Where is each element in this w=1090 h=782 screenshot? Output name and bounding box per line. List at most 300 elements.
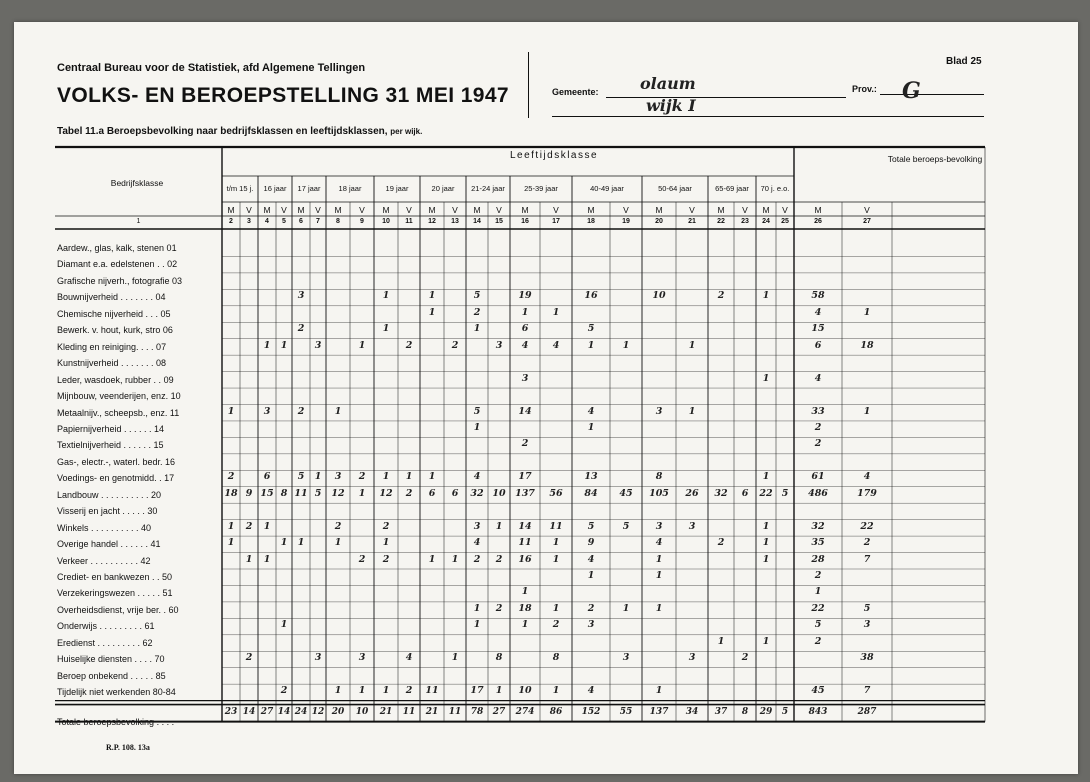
sex-header: V (864, 205, 870, 215)
sex-header: M (521, 205, 529, 215)
cell-value: 2 (245, 652, 253, 664)
cell-value: 1 (405, 471, 413, 483)
cell-value: 22 (759, 487, 773, 499)
cell-value: 1 (655, 553, 663, 565)
cell-value: 1 (451, 553, 459, 565)
column-number: 12 (428, 218, 436, 225)
cell-value: 1 (358, 339, 366, 351)
cell-value: 1 (473, 619, 481, 631)
row-label: Diamant e.a. edelstenen . . 02 (57, 259, 178, 270)
cell-value: 5 (622, 520, 630, 532)
column-number: 16 (521, 218, 529, 225)
cell-value: 1 (552, 553, 560, 565)
cell-value: 6 (428, 487, 436, 499)
cell-value: 1 (358, 487, 366, 499)
row-label: Onderwijs . . . . . . . . . 61 (57, 621, 155, 632)
cell-value: 1 (334, 537, 342, 549)
row-label: Kleding en reiniging. . . . 07 (57, 341, 167, 352)
sex-header: V (553, 205, 559, 215)
cell-value: 1 (495, 685, 503, 697)
row-label: Huiselijke diensten . . . . 70 (57, 654, 165, 665)
cell-value: 11 (294, 487, 308, 499)
cell-value: 1 (227, 520, 235, 532)
cell-value: 1 (521, 619, 529, 631)
cell-value: 1 (717, 635, 725, 647)
age-group-header: 65-69 jaar (715, 184, 749, 193)
cell-value: 7 (863, 553, 871, 565)
cell-value: 7 (863, 685, 871, 697)
column-number: 22 (717, 218, 725, 225)
total-value: 34 (685, 706, 699, 717)
total-value: 14 (277, 706, 291, 717)
cell-value: 1 (762, 290, 770, 302)
cell-value: 1 (382, 290, 390, 302)
sex-header: V (246, 205, 252, 215)
cell-value: 10 (492, 487, 506, 499)
cell-value: 13 (584, 471, 598, 483)
column-number: 1 (136, 218, 141, 225)
sex-header: M (263, 205, 271, 215)
column-number: 10 (382, 218, 390, 225)
table-title-suffix: per wijk. (390, 127, 423, 136)
cell-value: 26 (685, 487, 699, 499)
cell-value: 2 (717, 537, 725, 549)
column-number: 25 (781, 218, 789, 225)
cell-value: 1 (473, 421, 481, 433)
cell-value: 4 (552, 339, 560, 351)
gemeente-value: olaum (640, 74, 696, 93)
row-label: Overheidsdienst, vrije ber. . 60 (57, 604, 179, 615)
cell-value: 1 (227, 405, 235, 417)
cell-value: 9 (587, 537, 595, 549)
cell-value: 3 (863, 619, 871, 631)
row-label: Beroep onbekend . . . . . 85 (57, 670, 166, 681)
cell-value: 2 (405, 339, 413, 351)
bedrijfsklasse-header: Bedrijfsklasse (110, 178, 164, 188)
cell-value: 2 (297, 405, 305, 417)
total-value: 11 (402, 706, 416, 717)
cell-value: 2 (717, 290, 725, 302)
cell-value: 2 (741, 652, 749, 664)
age-group-header: 20 jaar (431, 184, 455, 193)
row-label: Eredienst . . . . . . . . . 62 (57, 637, 153, 648)
total-value: 23 (224, 706, 238, 717)
column-number: 26 (814, 218, 822, 225)
cell-value: 28 (811, 553, 825, 565)
column-number: 5 (282, 218, 286, 225)
total-value: 11 (448, 706, 462, 717)
sex-header: M (587, 205, 595, 215)
cell-value: 1 (428, 471, 436, 483)
column-number: 2 (229, 218, 233, 225)
age-group-header: 50-64 jaar (658, 184, 692, 193)
totale-header: Totale beroeps-bevolking (887, 154, 983, 164)
age-group-header: 18 jaar (338, 184, 362, 193)
cell-value: 105 (649, 487, 669, 499)
cell-value: 2 (451, 339, 459, 351)
cell-value: 11 (518, 537, 532, 549)
total-value: 27 (260, 706, 274, 717)
cell-value: 2 (552, 619, 560, 631)
cell-value: 5 (587, 520, 595, 532)
cell-value: 2 (358, 553, 366, 565)
sex-header: M (334, 205, 342, 215)
cell-value: 1 (280, 537, 288, 549)
cell-value: 3 (688, 652, 696, 664)
cell-value: 2 (358, 471, 366, 483)
total-value: 86 (549, 706, 563, 717)
cell-value: 3 (297, 290, 305, 302)
totals-label: Totale beroepsbevolking . . . . (57, 717, 175, 727)
age-group-header: 21-24 jaar (471, 184, 505, 193)
column-number: 18 (587, 218, 595, 225)
sex-header: V (496, 205, 502, 215)
cell-value: 5 (297, 471, 305, 483)
total-value: 37 (714, 706, 728, 717)
total-value: 21 (379, 706, 393, 717)
cell-value: 8 (495, 652, 503, 664)
form-code: R.P. 108. 13a (106, 743, 150, 752)
cell-value: 1 (451, 652, 459, 664)
cell-value: 1 (473, 602, 481, 614)
cell-value: 1 (762, 372, 770, 384)
cell-value: 1 (297, 537, 305, 549)
cell-value: 33 (811, 405, 825, 417)
prov-label: Prov.: (852, 84, 877, 94)
row-label: Voedings- en genotmidd. . 17 (57, 473, 175, 484)
row-label: Bouwnijverheid . . . . . . . 04 (57, 292, 166, 303)
sex-header: V (782, 205, 788, 215)
cell-value: 61 (811, 471, 825, 483)
sex-header: V (315, 205, 321, 215)
cell-value: 4 (863, 471, 871, 483)
cell-value: 1 (314, 471, 322, 483)
age-group-header: 19 jaar (385, 184, 409, 193)
cell-value: 1 (655, 570, 663, 581)
cell-value: 4 (814, 306, 822, 318)
cell-value: 1 (280, 619, 288, 631)
cell-value: 1 (762, 537, 770, 549)
cell-value: 1 (587, 339, 595, 351)
total-value: 12 (311, 706, 325, 717)
cell-value: 2 (382, 553, 390, 565)
cell-value: 84 (584, 487, 598, 499)
cell-value: 1 (334, 685, 342, 697)
age-group-header: t/m 15 j. (226, 184, 254, 193)
cell-value: 2 (227, 471, 235, 483)
cell-value: 19 (518, 290, 532, 302)
cell-value: 2 (814, 635, 822, 647)
cell-value: 10 (652, 290, 666, 302)
sex-header: M (717, 205, 725, 215)
cell-value: 3 (688, 520, 696, 532)
cell-value: 18 (224, 487, 238, 499)
cell-value: 4 (405, 652, 413, 664)
cell-value: 1 (863, 405, 871, 417)
total-value: 24 (294, 706, 308, 717)
sex-header: V (359, 205, 365, 215)
column-number: 21 (688, 218, 696, 225)
cell-value: 16 (584, 290, 598, 302)
row-label: Gas-, electr.-, waterl. bedr. 16 (57, 456, 176, 467)
cell-value: 14 (518, 405, 532, 417)
row-label: Grafische nijverh., fotografie 03 (57, 275, 183, 286)
cell-value: 1 (358, 685, 366, 697)
cell-value: 45 (619, 487, 633, 499)
total-value: 274 (515, 706, 535, 717)
cell-value: 1 (521, 586, 529, 598)
total-value: 21 (425, 706, 439, 717)
sex-header: M (382, 205, 390, 215)
cell-value: 2 (280, 685, 288, 697)
sex-header: M (655, 205, 663, 215)
cell-value: 1 (762, 553, 770, 565)
row-label: Aardew., glas, kalk, stenen 01 (57, 243, 177, 253)
cell-value: 2 (495, 602, 503, 614)
sex-header: M (473, 205, 481, 215)
cell-value: 45 (811, 685, 825, 697)
cell-value: 4 (473, 471, 481, 483)
row-label: Landbouw . . . . . . . . . . 20 (57, 489, 162, 500)
row-label: Textielnijverheid . . . . . . 15 (57, 440, 164, 451)
column-number: 8 (336, 218, 340, 225)
column-number: 20 (655, 218, 663, 225)
row-label: Verzekeringswezen . . . . . 51 (57, 588, 173, 599)
cell-value: 2 (587, 602, 595, 614)
cell-value: 6 (263, 471, 271, 483)
cell-value: 38 (860, 652, 874, 664)
cell-value: 3 (263, 405, 271, 417)
form-title: VOLKS- EN BEROEPSTELLING 31 MEI 1947 (57, 84, 510, 107)
cell-value: 3 (521, 372, 529, 384)
cell-value: 5 (814, 619, 822, 631)
column-number: 9 (360, 218, 364, 225)
cell-value: 3 (358, 652, 366, 664)
cell-value: 56 (549, 487, 563, 499)
cell-value: 3 (495, 339, 503, 351)
row-label: Crediet- en bankwezen . . 50 (57, 572, 173, 582)
row-label: Winkels . . . . . . . . . . 40 (57, 522, 152, 533)
row-label: Overige handel . . . . . . 41 (57, 539, 161, 550)
sex-header: M (227, 205, 235, 215)
cell-value: 17 (518, 471, 532, 483)
cell-value: 32 (714, 487, 728, 499)
cell-value: 1 (863, 306, 871, 318)
cell-value: 1 (622, 339, 630, 351)
cell-value: 2 (473, 553, 481, 565)
cell-value: 1 (428, 553, 436, 565)
cell-value: 1 (227, 537, 235, 549)
sex-header: V (623, 205, 629, 215)
cell-value: 4 (814, 372, 822, 384)
cell-value: 1 (762, 520, 770, 532)
column-number: 6 (299, 218, 303, 225)
cell-value: 1 (280, 339, 288, 351)
cell-value: 2 (405, 685, 413, 697)
cell-value: 1 (622, 602, 630, 614)
cell-value: 2 (405, 487, 413, 499)
cell-value: 2 (245, 520, 253, 532)
total-value: 55 (619, 706, 633, 717)
cell-value: 6 (741, 487, 749, 499)
cell-value: 16 (518, 553, 532, 565)
cell-value: 32 (470, 487, 484, 499)
age-group-header: 25-39 jaar (524, 184, 558, 193)
cell-value: 486 (808, 487, 828, 499)
sex-header: V (689, 205, 695, 215)
cell-value: 6 (521, 323, 529, 335)
row-label: Mijnbouw, veenderijen, enz. 10 (57, 391, 181, 402)
cell-value: 12 (379, 487, 393, 499)
cell-value: 12 (331, 487, 345, 499)
prov-value: G (902, 78, 921, 104)
cell-value: 5 (781, 487, 789, 499)
age-group-header: 70 j. e.o. (760, 184, 790, 193)
cell-value: 15 (811, 323, 825, 335)
cell-value: 1 (552, 306, 560, 318)
table-title-text: Tabel 11.a Beroepsbevolking naar bedrijfsklassen en leeftijdsklassen, (57, 126, 388, 137)
bureau-name: Centraal Bureau voor de Statistiek, afd Algemene Tellingen (57, 62, 366, 74)
cell-value: 35 (811, 537, 825, 549)
cell-value: 1 (382, 537, 390, 549)
cell-value: 3 (655, 520, 663, 532)
column-number: 13 (451, 218, 459, 225)
cell-value: 4 (587, 553, 595, 565)
sex-header: M (762, 205, 770, 215)
cell-value: 1 (814, 586, 822, 598)
cell-value: 8 (655, 471, 663, 483)
total-value: 287 (857, 706, 877, 717)
cell-value: 137 (515, 487, 535, 499)
column-number: 4 (265, 218, 269, 225)
cell-value: 58 (811, 290, 825, 302)
cell-value: 1 (263, 520, 271, 532)
column-number: 15 (495, 218, 503, 225)
row-label: Papiernijverheid . . . . . . 14 (57, 423, 165, 434)
cell-value: 4 (521, 339, 529, 351)
row-label: Metaalnijv., scheepsb., enz. 11 (57, 407, 180, 418)
cell-value: 1 (762, 471, 770, 483)
cell-value: 5 (587, 323, 595, 335)
total-value: 10 (355, 706, 369, 717)
row-label: Verkeer . . . . . . . . . . 42 (57, 555, 151, 566)
row-label: Tijdelijk niet werkenden 80-84 (57, 687, 176, 698)
total-value: 27 (492, 706, 506, 717)
cell-value: 3 (334, 471, 342, 483)
column-number: 23 (741, 218, 749, 225)
row-label: Chemische nijverheid . . . 05 (57, 308, 171, 319)
cell-value: 11 (549, 520, 563, 532)
gemeente-label: Gemeente: (552, 87, 599, 97)
cell-value: 10 (518, 685, 532, 697)
cell-value: 5 (863, 602, 871, 614)
leeftijdsklasse-header: Leeftijdsklasse (509, 150, 599, 161)
cell-value: 2 (334, 520, 342, 532)
cell-value: 2 (297, 323, 305, 335)
total-value: 14 (242, 706, 256, 717)
cell-value: 17 (470, 685, 484, 697)
sex-header: M (297, 205, 305, 215)
cell-value: 14 (518, 520, 532, 532)
sex-header: V (406, 205, 412, 215)
cell-value: 1 (552, 537, 560, 549)
cell-value: 5 (473, 290, 481, 302)
cell-value: 1 (382, 685, 390, 697)
cell-value: 5 (473, 405, 481, 417)
total-value: 843 (808, 706, 828, 717)
cell-value: 1 (473, 323, 481, 335)
cell-value: 3 (655, 405, 663, 417)
cell-value: 2 (814, 421, 822, 433)
cell-value: 22 (811, 602, 825, 614)
cell-value: 1 (495, 520, 503, 532)
row-label: Leder, wasdoek, rubber . . 09 (57, 374, 174, 385)
sheet-number: Blad 25 (946, 56, 982, 67)
cell-value: 3 (314, 652, 322, 664)
cell-value: 22 (860, 520, 874, 532)
cell-value: 4 (587, 685, 595, 697)
cell-value: 4 (655, 537, 663, 549)
cell-value: 1 (428, 306, 436, 318)
cell-value: 1 (655, 685, 663, 697)
cell-value: 2 (382, 520, 390, 532)
total-value: 29 (759, 706, 773, 717)
total-value: 137 (649, 706, 669, 717)
cell-value: 1 (245, 553, 253, 565)
sex-header: V (452, 205, 458, 215)
cell-value: 1 (382, 323, 390, 335)
cell-value: 9 (245, 487, 253, 499)
cell-value: 1 (428, 290, 436, 302)
cell-value: 3 (314, 339, 322, 351)
column-number: 27 (863, 218, 871, 225)
cell-value: 32 (811, 520, 825, 532)
cell-value: 2 (814, 438, 822, 450)
cell-value: 4 (473, 537, 481, 549)
row-label: Visserij en jacht . . . . . 30 (57, 506, 158, 517)
cell-value: 8 (552, 652, 560, 664)
age-group-header: 16 jaar (263, 184, 287, 193)
cell-value: 4 (587, 405, 595, 417)
cell-value: 3 (622, 652, 630, 664)
sex-header: M (428, 205, 436, 215)
cell-value: 2 (521, 438, 529, 450)
cell-value: 1 (552, 602, 560, 614)
cell-value: 1 (263, 553, 271, 565)
cell-value: 8 (280, 487, 288, 499)
column-number: 19 (622, 218, 630, 225)
cell-value: 2 (814, 570, 822, 581)
cell-value: 179 (857, 487, 877, 499)
cell-value: 3 (587, 619, 595, 631)
column-number: 17 (552, 218, 560, 225)
sex-header: V (281, 205, 287, 215)
cell-value: 2 (473, 306, 481, 318)
total-value: 78 (470, 706, 484, 717)
cell-value: 1 (521, 306, 529, 318)
row-label: Bewerk. v. hout, kurk, stro 06 (57, 325, 173, 336)
cell-value: 11 (425, 685, 439, 697)
cell-value: 1 (382, 471, 390, 483)
cell-value: 5 (314, 487, 322, 499)
cell-value: 1 (263, 339, 271, 351)
cell-value: 18 (860, 339, 874, 351)
total-value: 20 (331, 706, 345, 717)
sex-header: M (814, 205, 822, 215)
cell-value: 1 (655, 602, 663, 614)
cell-value: 6 (451, 487, 459, 499)
cell-value: 1 (587, 570, 595, 581)
